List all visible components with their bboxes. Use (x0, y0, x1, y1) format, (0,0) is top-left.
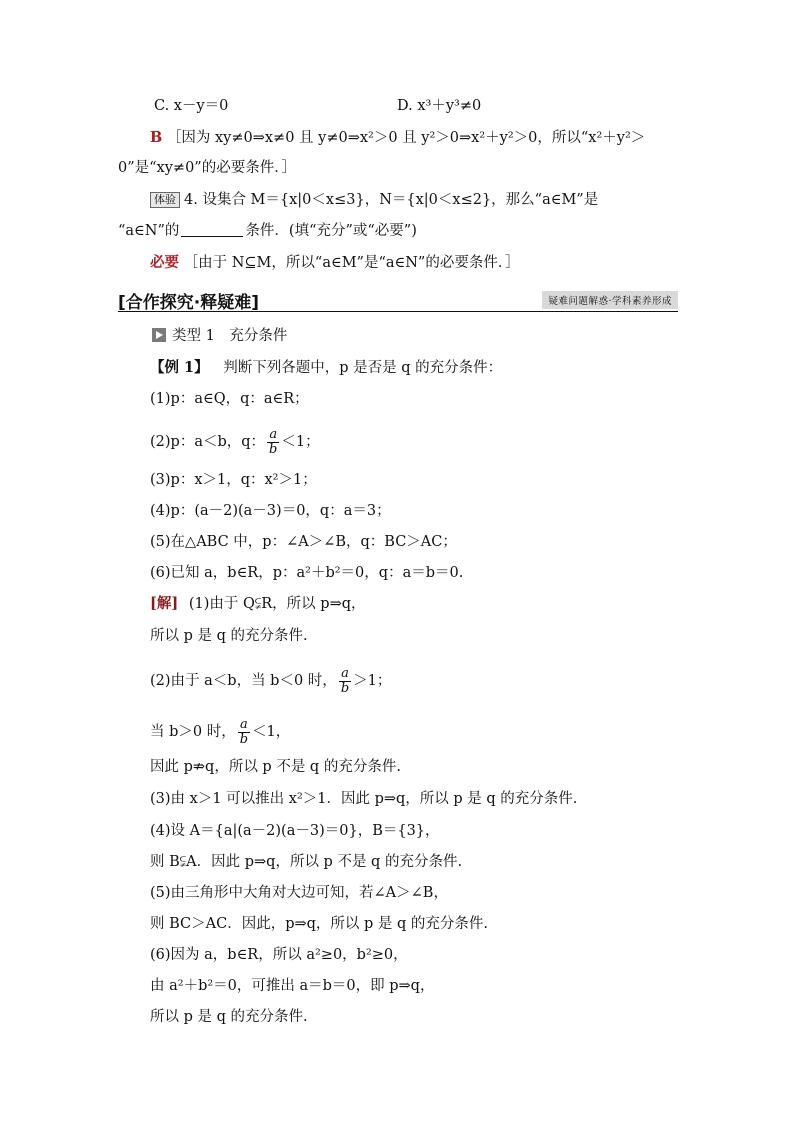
type-1-label: 类型 1 充分条件 (172, 328, 288, 344)
solution-line-5: 因此 p⇏q，所以 p 不是 q 的充分条件. (150, 759, 401, 775)
type-1-heading (152, 326, 287, 346)
solution-line-6: (3)由 x＞1 可以推出 x²＞1．因此 p⇒q，所以 p 是 q 的充分条件. (150, 791, 578, 807)
fraction-numerator-3: a (238, 718, 250, 733)
example-item-2-tail: ＜1； (281, 434, 320, 450)
solution-line-7: (4)设 A＝{a|(a－2)(a－3)＝0}，B＝{3}， (150, 823, 440, 839)
example-item-1: (1)p：a∈Q，q：a∈R； (150, 391, 309, 407)
solution-label: [解] (150, 595, 179, 612)
answer-3-line-1 (150, 128, 645, 148)
fraction-a-over-b-3 (238, 718, 250, 747)
solution-line-11: (6)因为 a，b∈R，所以 a²≥0，b²≥0， (150, 947, 408, 963)
example-1-text: 判断下列各题中，p 是否是 q 的充分条件： (223, 360, 503, 376)
section-subtitle: 疑难问题解惑·学科素养形成 (542, 291, 678, 309)
answer-4-word: 必要 (150, 254, 179, 271)
solution-text-4: 当 b＞0 时， (150, 724, 236, 740)
solution-line-13: 所以 p 是 q 的充分条件. (150, 1009, 308, 1025)
question-4-line-2 (118, 221, 417, 241)
question-4-line-1 (150, 190, 598, 210)
section-title: [合作探究·释疑难] (118, 293, 259, 313)
solution-text-3: (2)由于 a＜b，当 b＜0 时， (150, 673, 337, 689)
example-item-2 (150, 428, 320, 457)
section-header (118, 287, 678, 312)
solution-line-4 (150, 718, 290, 747)
question-4-text-1: 4. 设集合 M＝{x|0＜x≤3}，N＝{x|0＜x≤2}，那么“a∈M”是 (184, 192, 599, 208)
question-4-text-2a: “a∈N”的 (118, 223, 180, 239)
fill-blank (181, 222, 243, 237)
example-item-2-text: (2)p：a＜b，q： (150, 434, 266, 450)
fraction-denominator: b (269, 442, 278, 457)
example-1-label: 【例 1】 (150, 359, 209, 376)
answer-3-line-2: 0”是“xy≠0”的必要条件．］ (118, 160, 296, 176)
fraction-denominator-3: b (239, 732, 249, 747)
option-d: D. x³＋y³≠0 (397, 98, 482, 114)
solution-line-3 (150, 667, 391, 696)
example-item-5: (5)在△ABC 中，p：∠A＞∠B，q：BC＞AC； (150, 534, 457, 550)
example-1-stem (150, 358, 502, 378)
tiyan-tag: 体验 (150, 192, 180, 208)
solution-text-3-tail: ＞1； (353, 673, 392, 689)
question-4-text-2b: 条件．(填“充分”或“必要”) (245, 223, 417, 239)
solution-line-8: 则 B⫋A．因此 p⇒q，所以 p 不是 q 的充分条件. (150, 854, 463, 870)
answer-4-line (150, 253, 520, 273)
solution-line-12: 由 a²＋b²＝0，可推出 a＝b＝0，即 p⇒q， (150, 978, 435, 994)
solution-line-2: 所以 p 是 q 的充分条件. (150, 628, 308, 644)
fraction-numerator: a (267, 428, 279, 443)
solution-line-1 (150, 594, 366, 614)
fraction-a-over-b (267, 428, 279, 457)
solution-line-10: 则 BC＞AC．因此，p⇒q，所以 p 是 q 的充分条件. (150, 916, 489, 932)
solution-text-4-tail: ＜1， (252, 724, 291, 740)
play-triangle-icon (152, 328, 166, 342)
example-item-4: (4)p：(a－2)(a－3)＝0，q：a＝3； (150, 503, 391, 519)
answer-4-explanation: ［由于 N⊆M，所以“a∈M”是“a∈N”的必要条件．］ (183, 255, 520, 271)
solution-line-9: (5)由三角形中大角对大边可知，若∠A＞∠B， (150, 885, 448, 901)
option-c: C. x－y＝0 (154, 98, 229, 114)
answer-3-text-1: ［因为 xy≠0⇒x≠0 且 y≠0⇒x²＞0 且 y²＞0⇒x²＋y²＞0，所以“x²＋y²＞ (166, 130, 646, 146)
example-item-3: (3)p：x＞1，q：x²＞1； (150, 472, 317, 488)
solution-text-1: (1)由于 Q⫋R，所以 p⇒q， (188, 596, 366, 612)
fraction-numerator-2: a (339, 667, 351, 682)
answer-3-letter: B (150, 129, 163, 146)
fraction-a-over-b-2 (339, 667, 351, 696)
example-item-6: (6)已知 a，b∈R，p：a²＋b²＝0，q：a＝b＝0. (150, 565, 464, 581)
fraction-denominator-2: b (340, 681, 350, 696)
